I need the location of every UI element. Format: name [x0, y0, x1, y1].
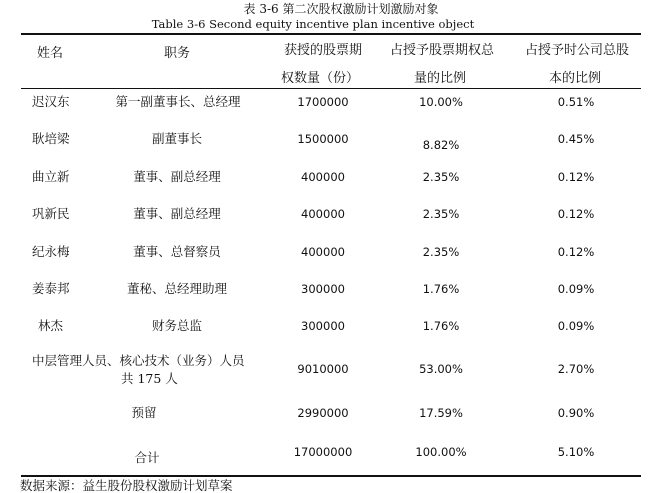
cell-name: 迟汉东	[32, 94, 70, 109]
cell-position: 合计	[134, 450, 160, 465]
cell-pct-total: 5.10%	[557, 445, 595, 459]
source-note: 数据来源：益生股份股权激励计划草案	[20, 478, 233, 493]
cell-pct-total: 0.90%	[557, 406, 595, 420]
cell-name: 巩新民	[32, 206, 70, 221]
header-position: 职务	[163, 46, 191, 61]
cell-pct-granted: 17.59%	[419, 406, 463, 420]
cell-pct-total: 0.45%	[557, 132, 595, 146]
table-top-rule	[21, 33, 641, 35]
table-bottom-rule	[21, 475, 641, 477]
cell-pct-granted: 1.76%	[422, 282, 460, 296]
cell-shares: 17000000	[293, 445, 353, 459]
cell-pct-granted: 10.00%	[419, 95, 463, 109]
header-pct-granted-line1: 占授予股票期权总	[389, 43, 495, 58]
cell-pct-granted: 2.35%	[422, 170, 460, 184]
cell-pct-total: 0.51%	[557, 95, 595, 109]
cell-shares: 1700000	[297, 95, 349, 109]
cell-shares: 300000	[301, 282, 345, 296]
cell-shares: 300000	[301, 319, 345, 333]
cell-position: 董秘、总经理助理	[126, 281, 228, 296]
cell-position: 副董事长	[151, 131, 203, 146]
cell-group-line1: 中层管理人员、核心技术（业务）人员	[32, 353, 245, 368]
cell-position: 第一副董事长、总经理	[115, 94, 241, 109]
cell-shares: 2990000	[297, 406, 349, 420]
cell-pct-granted: 1.76%	[422, 319, 460, 333]
header-shares-line2: 权数量（份）	[280, 71, 360, 86]
cell-pct-total: 0.12%	[557, 245, 595, 259]
cell-pct-granted: 100.00%	[415, 445, 467, 459]
cell-shares: 1500000	[297, 132, 349, 146]
cell-position: 财务总监	[151, 318, 203, 333]
cell-pct-granted: 53.00%	[419, 362, 463, 376]
cell-pct-total: 2.70%	[557, 362, 595, 376]
cell-pct-total: 0.12%	[557, 170, 595, 184]
table-header-rule	[21, 88, 641, 89]
header-pct-total-line1: 占授予时公司总股	[524, 43, 630, 58]
cell-name: 耿培梁	[32, 131, 70, 146]
cell-pct-total: 0.09%	[557, 319, 595, 333]
cell-pct-total: 0.12%	[557, 207, 595, 221]
cell-position: 预留	[131, 405, 157, 420]
cell-shares: 400000	[301, 207, 345, 221]
cell-pct-total: 0.09%	[557, 282, 595, 296]
table-caption-english: Table 3-6 Second equity incentive plan incentive object	[151, 17, 475, 31]
cell-name: 纪永梅	[32, 244, 70, 259]
cell-position: 董事、总督察员	[133, 244, 221, 259]
table-caption-chinese: 表 3-6 第二次股权激励计划激励对象	[243, 2, 439, 16]
cell-group-line2: 共 175 人	[121, 371, 178, 386]
cell-name: 姜泰邦	[32, 281, 70, 296]
cell-pct-granted: 2.35%	[422, 207, 460, 221]
header-shares-line1: 获授的股票期	[283, 43, 363, 58]
cell-pct-granted: 8.82%	[422, 138, 460, 152]
cell-name: 曲立新	[32, 169, 70, 184]
header-pct-granted-line2: 量的比例	[413, 71, 467, 86]
cell-shares: 400000	[301, 245, 345, 259]
cell-shares: 9010000	[297, 362, 349, 376]
cell-position: 董事、副总经理	[133, 169, 221, 184]
header-name: 姓名	[37, 46, 64, 61]
cell-shares: 400000	[301, 170, 345, 184]
cell-name: 林杰	[38, 318, 64, 333]
cell-position: 董事、副总经理	[133, 206, 221, 221]
header-pct-total-line2: 本的比例	[548, 71, 602, 86]
cell-pct-granted: 2.35%	[422, 245, 460, 259]
